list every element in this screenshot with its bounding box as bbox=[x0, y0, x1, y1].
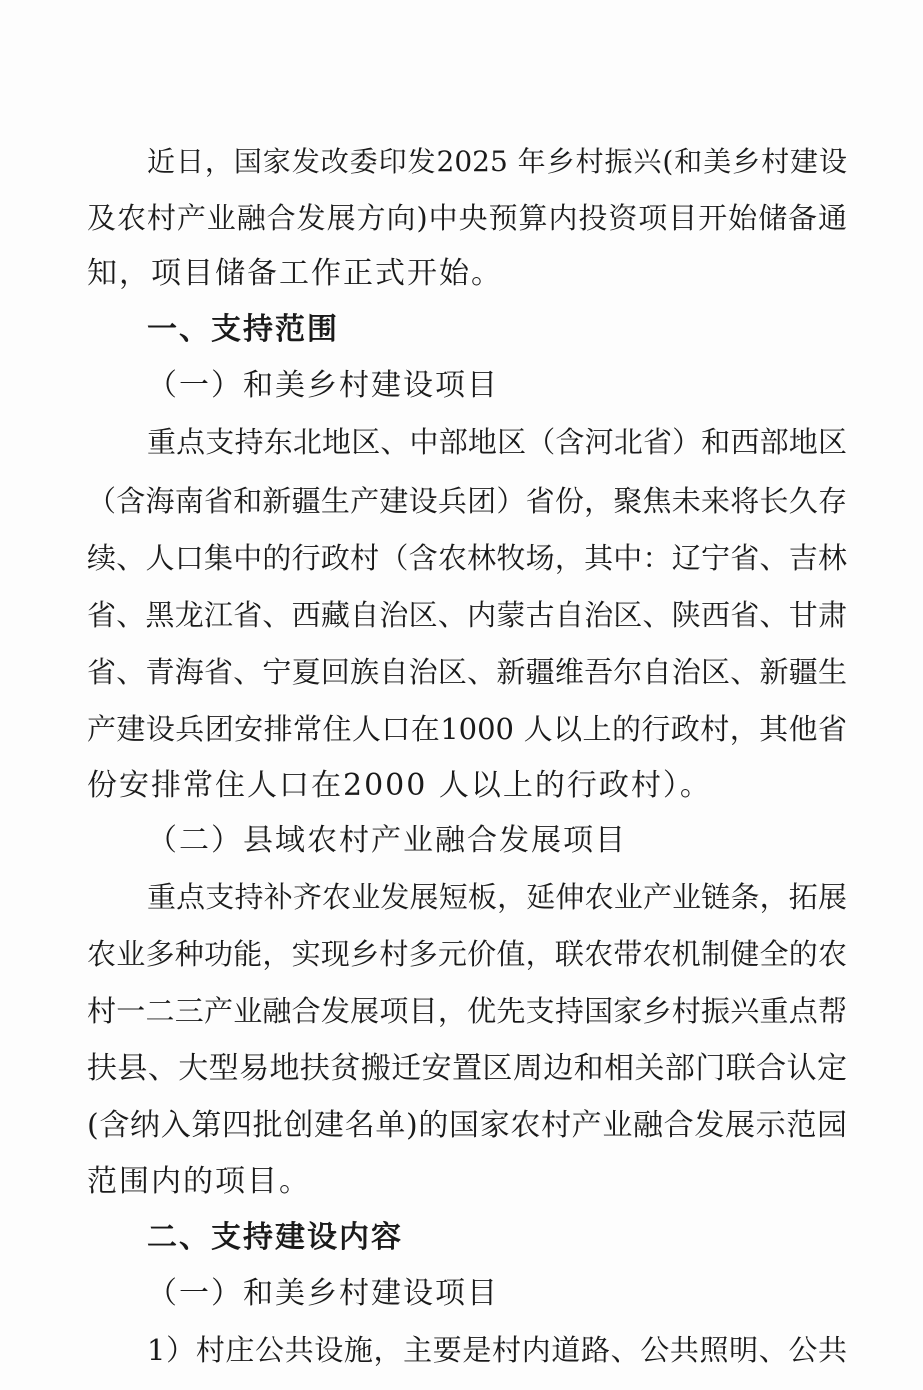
section-2-subheading-1: （一）和美乡村建设项目 bbox=[147, 1276, 499, 1311]
section-1-sub1-line-3: 续、人口集中的行政村（含农林牧场，其中：辽宁省、吉林 bbox=[87, 541, 847, 575]
section-1-sub2-line-5: (含纳入第四批创建名单)的国家农村产业融合发展示范园 bbox=[87, 1108, 847, 1143]
section-1-sub1-line-6: 产建设兵团安排常住人口在1000 人以上的行政村，其他省 bbox=[87, 712, 847, 746]
intro-line-1: 近日，国家发改委印发2025 年乡村振兴(和美乡村建设 bbox=[147, 145, 847, 178]
section-1-sub1-line-2: （含海南省和新疆生产建设兵团）省份，聚焦未来将长久存 bbox=[87, 484, 847, 518]
section-1-heading: 一、支持范围 bbox=[147, 312, 339, 347]
section-1-sub2-line-2: 农业多种功能，实现乡村多元价值，联农带农机制健全的农 bbox=[87, 937, 847, 971]
section-2-heading: 二、支持建设内容 bbox=[147, 1220, 403, 1255]
section-1-sub1-line-5: 省、青海省、宁夏回族自治区、新疆维吾尔自治区、新疆生 bbox=[87, 655, 847, 689]
section-1-sub2-line-3: 村一二三产业融合发展项目，优先支持国家乡村振兴重点帮 bbox=[87, 994, 847, 1028]
section-1-sub1-line-7: 份安排常住人口在2000 人以上的行政村）。 bbox=[87, 768, 712, 803]
section-1-sub2-line-4: 扶县、大型易地扶贫搬迁安置区周边和相关部门联合认定 bbox=[87, 1051, 847, 1086]
section-1-subheading-1: （一）和美乡村建设项目 bbox=[147, 368, 499, 403]
intro-line-2: 及农村产业融合发展方向)中央预算内投资项目开始储备通 bbox=[87, 201, 847, 235]
intro-line-3: 知，项目储备工作正式开始。 bbox=[87, 256, 503, 291]
section-1-sub1-line-1: 重点支持东北地区、中部地区（含河北省）和西部地区 bbox=[147, 425, 847, 459]
section-1-subheading-2: （二）县域农村产业融合发展项目 bbox=[147, 823, 627, 858]
section-1-sub2-line-1: 重点支持补齐农业发展短板，延伸农业产业链条，拓展 bbox=[147, 880, 847, 914]
section-1-sub2-line-6: 范围内的项目。 bbox=[87, 1164, 311, 1199]
section-1-sub1-line-4: 省、黑龙江省、西藏自治区、内蒙古自治区、陕西省、甘肃 bbox=[87, 598, 847, 632]
section-2-item-1: 1）村庄公共设施，主要是村内道路、公共照明、公共 bbox=[147, 1333, 847, 1367]
